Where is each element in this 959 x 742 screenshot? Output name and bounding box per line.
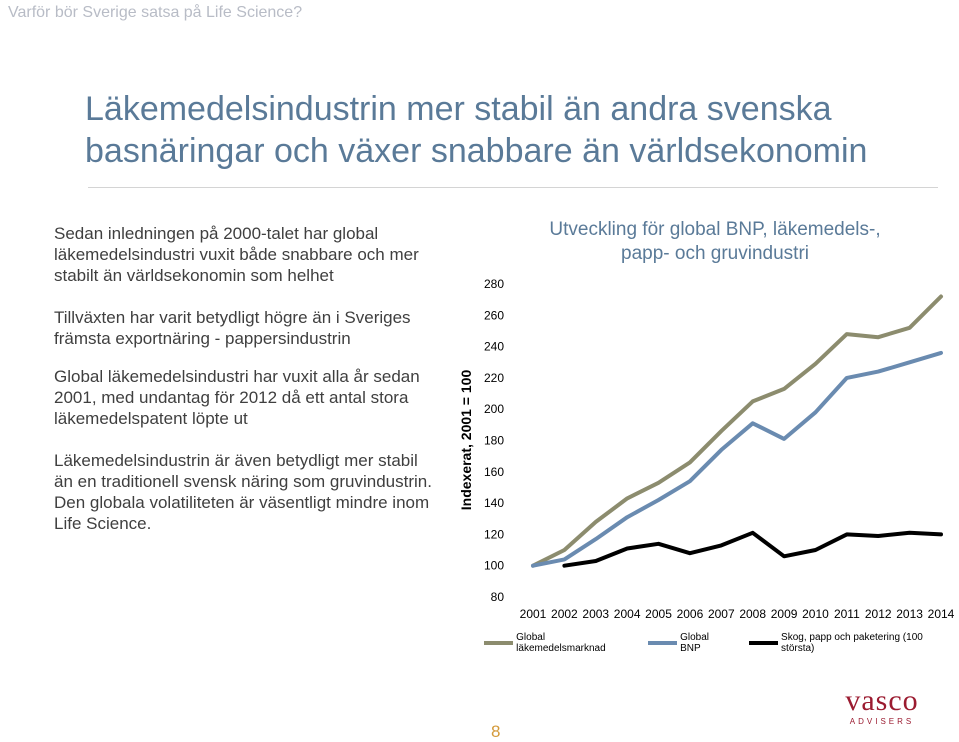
x-tick-label: 2005 [645, 607, 672, 621]
x-tick-label: 2011 [833, 607, 860, 621]
series-line-2 [564, 533, 941, 566]
x-tick-label: 2013 [896, 607, 923, 621]
legend-label: Skog, papp och paketering (100 största) [781, 632, 923, 654]
x-tick-label: 2002 [551, 607, 578, 621]
y-tick-label: 280 [483, 277, 504, 291]
chart-title-line-2: papp- och gruvindustri [621, 243, 809, 264]
bullet-item: Tillväxten har varit betydligt högre än i Sveriges främsta exportnäring - pappersindustrin [54, 308, 411, 348]
x-tick-label: 2014 [927, 607, 955, 621]
y-tick-label: 220 [483, 370, 504, 385]
y-tick-label: 260 [483, 308, 504, 323]
y-axis-label: Indexerat, 2001 = 100 [458, 369, 474, 511]
slide-header: Varför bör Sverige satsa på Life Science? [8, 4, 303, 21]
vasco-logo [832, 686, 932, 726]
series-line-0 [533, 297, 941, 566]
x-tick-label: 2007 [707, 607, 735, 621]
legend-label: Global BNP [680, 632, 710, 654]
bullet-item: Global läkemedelsindustri har vuxit alla år sedan 2001, med undantag för 2012 då ett antal stora läkemedelspatent löpte ut [54, 367, 420, 428]
legend-label: Global läkemedelsmarknad [516, 632, 606, 654]
y-tick-label: 180 [483, 433, 504, 448]
y-tick-label: 140 [483, 496, 504, 511]
x-tick-label: 2003 [582, 607, 610, 621]
slide-title-line-1: Läkemedelsindustrin mer stabil än andra svenska [85, 90, 832, 128]
logo-name: vasco [845, 684, 919, 717]
chart-title-line-1: Utveckling för global BNP, läkemedels-, [549, 219, 881, 240]
x-tick-label: 2012 [864, 607, 892, 621]
chart-legend [484, 632, 954, 654]
y-tick-label: 200 [483, 402, 504, 417]
y-tick-label: 100 [483, 558, 504, 573]
y-tick-label: 80 [490, 590, 504, 604]
x-tick-label: 2006 [676, 607, 704, 621]
y-tick-label: 120 [483, 527, 504, 542]
page-number: 8 [491, 722, 501, 741]
x-tick-label: 2001 [519, 607, 547, 621]
legend-item-bnp [648, 632, 731, 654]
slide-title-line-2: basnäringar och växer snabbare än världsekonomin [85, 132, 868, 170]
x-tick-label: 2009 [770, 607, 798, 621]
bullet-item: Läkemedelsindustrin är även betydligt mer stabil än en traditionell svensk näring som gruvindustrin. Den globala volatiliteten är väsentligt mindre inom Life Science. [54, 451, 432, 533]
logo-subtitle: ADVISERS [849, 717, 915, 726]
legend-item-lakemedel [484, 632, 634, 654]
y-tick-label: 240 [483, 339, 504, 354]
series-line-1 [533, 353, 941, 566]
x-tick-label: 2008 [739, 607, 767, 621]
x-tick-label: 2010 [802, 607, 829, 621]
bullet-item: Sedan inledningen på 2000-talet har global läkemedelsindustri vuxit både snabbare och mer stabilt än världsekonomin som helhet [54, 224, 419, 285]
x-tick-label: 2004 [613, 607, 641, 621]
legend-item-skog [749, 632, 954, 654]
legend-swatch [749, 641, 778, 645]
legend-swatch [648, 641, 677, 645]
legend-swatch [484, 641, 513, 645]
y-tick-label: 160 [483, 464, 504, 479]
